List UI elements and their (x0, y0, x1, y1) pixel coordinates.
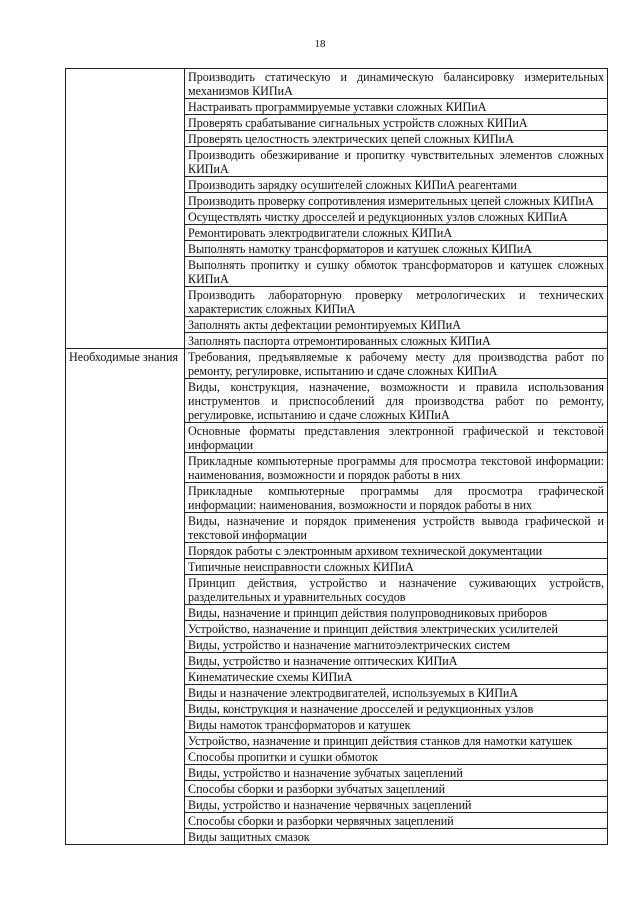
table-body (66, 69, 608, 845)
requirement-item: Виды, устройство и назначение зубчатых зацеплений (185, 765, 608, 781)
competency-table (65, 68, 608, 845)
requirement-item: Выполнять намотку трансформаторов и катушек сложных КИПиА (185, 241, 608, 257)
requirement-item: Основные форматы представления электронной графической и текстовой информации (185, 423, 608, 453)
requirement-item: Производить лабораторную проверку метрологических и технических характеристик сложных КИПиА (185, 287, 608, 317)
requirement-item: Производить проверку сопротивления измерительных цепей сложных КИПиА (185, 193, 608, 209)
requirement-item: Виды намоток трансформаторов и катушек (185, 717, 608, 733)
requirement-item: Настраивать программируемые уставки сложных КИПиА (185, 99, 608, 115)
requirement-item: Заполнять акты дефектации ремонтируемых КИПиА (185, 317, 608, 333)
requirement-item: Принцип действия, устройство и назначение суживающих устройств, разделительных и уравнительных сосудов (185, 575, 608, 605)
requirement-item: Требования, предъявляемые к рабочему месту для производства работ по ремонту, регулировке, испытанию и сдаче сложных КИПиА (185, 349, 608, 379)
requirement-item: Способы сборки и разборки зубчатых зацеплений (185, 781, 608, 797)
table-row (66, 69, 608, 99)
section-label (66, 69, 185, 349)
requirement-item: Способы пропитки и сушки обмоток (185, 749, 608, 765)
requirement-item: Виды, устройство и назначение магнитоэлектрических систем (185, 637, 608, 653)
requirement-item: Прикладные компьютерные программы для просмотра графической информации: наименования, возможности и порядок работы в них (185, 483, 608, 513)
requirement-item: Производить обезжиривание и пропитку чувствительных элементов сложных КИПиА (185, 147, 608, 177)
requirement-item: Устройство, назначение и принцип действия электрических усилителей (185, 621, 608, 637)
page-number: 18 (314, 38, 326, 50)
requirement-item: Проверять срабатывание сигнальных устройств сложных КИПиА (185, 115, 608, 131)
requirement-item: Виды, назначение и порядок применения устройств вывода графической и текстовой информации (185, 513, 608, 543)
requirement-item: Осуществлять чистку дросселей и редукционных узлов сложных КИПиА (185, 209, 608, 225)
requirement-item: Кинематические схемы КИПиА (185, 669, 608, 685)
requirement-item: Выполнять пропитку и сушку обмоток трансформаторов и катушек сложных КИПиА (185, 257, 608, 287)
section-label: Необходимые знания (66, 349, 185, 845)
requirement-item: Ремонтировать электродвигатели сложных КИПиА (185, 225, 608, 241)
requirement-item: Устройство, назначение и принцип действия станков для намотки катушек (185, 733, 608, 749)
requirement-item: Виды защитных смазок (185, 829, 608, 845)
requirement-item: Виды, конструкция и назначение дросселей и редукционных узлов (185, 701, 608, 717)
requirement-item: Типичные неисправности сложных КИПиА (185, 559, 608, 575)
requirement-item: Проверять целостность электрических цепей сложных КИПиА (185, 131, 608, 147)
requirement-item: Порядок работы с электронным архивом технической документации (185, 543, 608, 559)
requirement-item: Виды, устройство и назначение червячных зацеплений (185, 797, 608, 813)
requirement-item: Виды и назначение электродвигателей, используемых в КИПиА (185, 685, 608, 701)
requirement-item: Производить зарядку осушителей сложных КИПиА реагентами (185, 177, 608, 193)
requirement-item: Виды, конструкция, назначение, возможности и правила использования инструментов и приспособлений для производства работ по ремонту, регулировке, испытанию и сдаче сложных КИПиА (185, 379, 608, 423)
requirement-item: Способы сборки и разборки червячных зацеплений (185, 813, 608, 829)
requirement-item: Заполнять паспорта отремонтированных сложных КИПиА (185, 333, 608, 349)
requirement-item: Прикладные компьютерные программы для просмотра текстовой информации: наименования, возможности и порядок работы в них (185, 453, 608, 483)
requirement-item: Виды, устройство и назначение оптических КИПиА (185, 653, 608, 669)
table-row (66, 349, 608, 379)
requirement-item: Виды, назначение и принцип действия полупроводниковых приборов (185, 605, 608, 621)
requirement-item: Производить статическую и динамическую балансировку измерительных механизмов КИПиА (185, 69, 608, 99)
